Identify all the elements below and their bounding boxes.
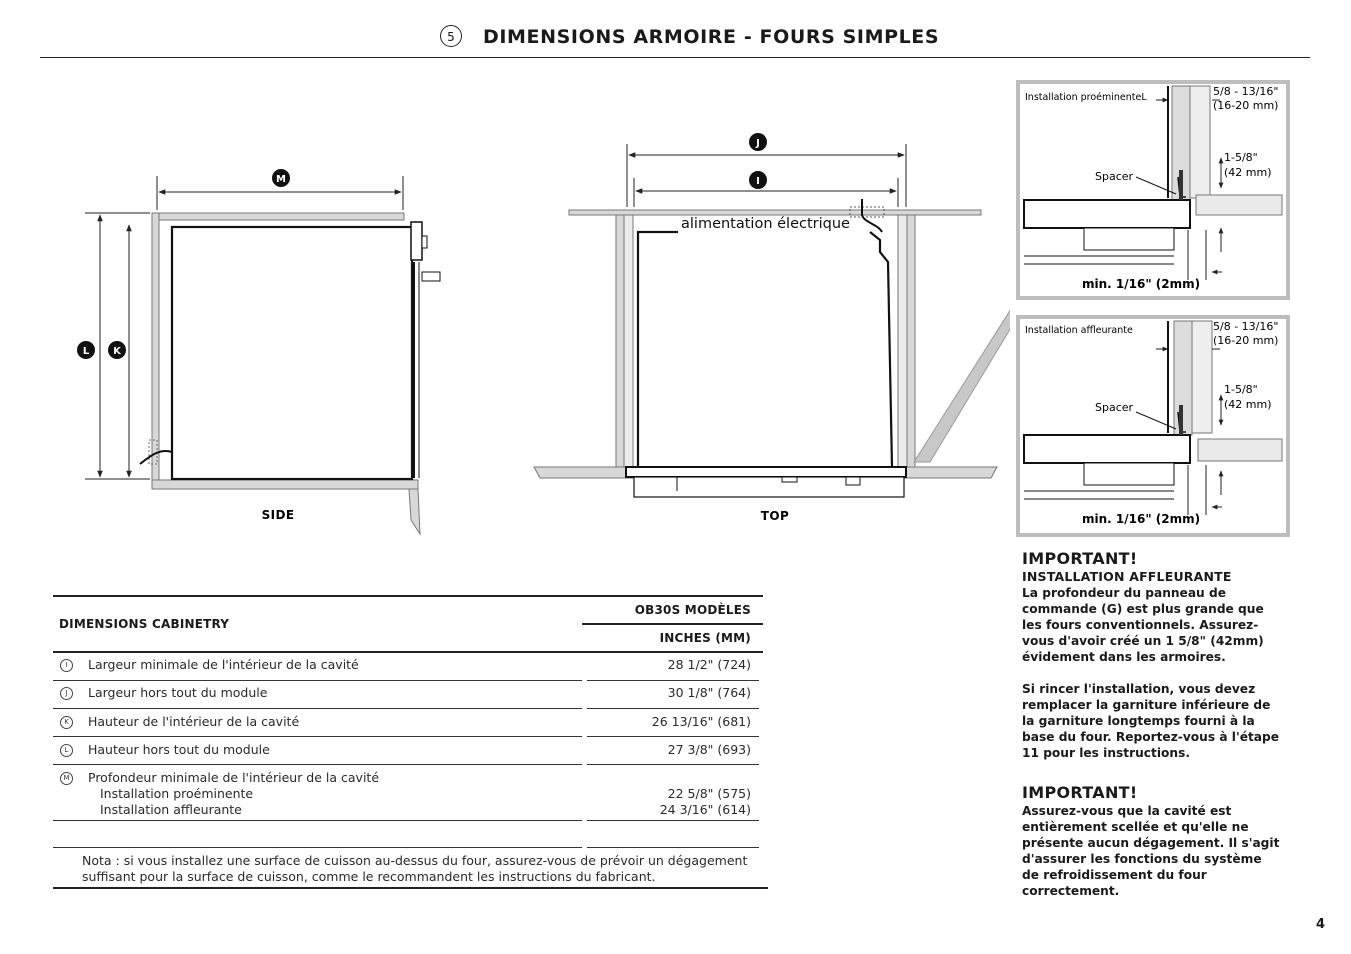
- table-heading: DIMENSIONS CABINETRY: [59, 617, 230, 631]
- table-bottom-rule: [53, 887, 768, 889]
- row-marker: M: [60, 772, 73, 785]
- row-subvalue: 22 5/8" (575): [667, 786, 751, 801]
- dim-m-label: M: [276, 174, 286, 185]
- top-view-caption: TOP: [760, 509, 790, 523]
- detail-flush-gap: 5/8 - 13/16": [1213, 320, 1279, 333]
- table-top-rule: [53, 595, 763, 597]
- row-label: Profondeur minimale de l'intérieur de la cavité: [88, 770, 380, 785]
- detail-proud-spacer: Spacer: [1095, 170, 1134, 183]
- detail-proud-gap-mm: (16-20 mm): [1213, 99, 1279, 112]
- step-number-badge: 5: [440, 25, 462, 47]
- row-divider: [53, 847, 582, 848]
- row-divider: [587, 820, 759, 821]
- row-divider: [587, 847, 759, 848]
- row-divider: [53, 708, 582, 709]
- detail-flush-depth-mm: (42 mm): [1224, 398, 1272, 411]
- row-label: Hauteur hors tout du module: [88, 742, 270, 757]
- important-paragraph: Si rincer l'installation, vous devez remplacer la garniture inférieure de la garniture longtemps fourni à la base du four. Reportez-vous à l'étape 11 pour les instructions.: [1022, 682, 1280, 760]
- row-label: Hauteur de l'intérieur de la cavité: [88, 714, 300, 729]
- row-sublabel: Installation affleurante: [100, 802, 242, 817]
- row-value: 27 3/8" (693): [667, 742, 751, 757]
- row-sublabel: Installation proéminente: [100, 786, 254, 801]
- dim-l-label: L: [82, 346, 90, 357]
- detail-proud-installation: [1016, 80, 1290, 300]
- row-label: Largeur hors tout du module: [88, 685, 268, 700]
- page-title: DIMENSIONS ARMOIRE - FOURS SIMPLES: [483, 26, 940, 48]
- important-heading: IMPORTANT!: [1022, 783, 1138, 802]
- row-value: 28 1/2" (724): [667, 657, 751, 672]
- row-divider: [53, 680, 582, 681]
- detail-proud-depth-mm: (42 mm): [1224, 166, 1272, 179]
- row-divider: [587, 680, 759, 681]
- top-view: [534, 133, 1010, 523]
- row-marker: L: [60, 744, 73, 757]
- cabinet-drawings: [0, 0, 1010, 540]
- detail-proud-gap: 5/8 - 13/16": [1213, 85, 1279, 98]
- row-value: 30 1/8" (764): [667, 685, 751, 700]
- row-value: 26 13/16" (681): [651, 714, 751, 729]
- row-divider: [587, 736, 759, 737]
- row-marker: I: [60, 659, 73, 672]
- dim-j-label: J: [756, 138, 760, 149]
- row-divider: [53, 764, 582, 765]
- important-paragraph: Assurez-vous que la cavité est entièrement scellée et qu'elle ne présente aucun dégagement. Il s'agit d'assurer les fonctions du système de refroidissement du four correctement.: [1022, 804, 1280, 898]
- row-divider: [587, 764, 759, 765]
- row-divider: [587, 708, 759, 709]
- table-header-rule: [53, 651, 763, 653]
- page-number: 4: [1316, 917, 1326, 932]
- unit-header: INCHES (MM): [659, 631, 751, 645]
- important-subheading: INSTALLATION AFFLEURANTE: [1022, 569, 1232, 584]
- important-heading: IMPORTANT!: [1022, 549, 1138, 568]
- detail-proud-title: Installation proéminenteL: [1025, 92, 1147, 103]
- table-note: Nota : si vous installez une surface de cuisson au-dessus du four, assurez-vous de prévoir un dégagement suffisant pour la surface de cuisson, comme le recommandent les instructions du fabricant.: [82, 853, 748, 884]
- important-paragraph: La profondeur du panneau de commande (G) est plus grande que les fours conventionnels. Assurez-vous d'avoir créé un 1 5/8" (42mm) évidement dans les armoires.: [1022, 586, 1264, 664]
- detail-flush-title: Installation affleurante: [1025, 325, 1133, 336]
- detail-flush-spacer: Spacer: [1095, 401, 1134, 414]
- model-header-rule: [582, 623, 763, 625]
- dim-k-label: K: [113, 346, 121, 357]
- row-divider: [53, 820, 582, 821]
- detail-flush-gap-mm: (16-20 mm): [1213, 334, 1279, 347]
- row-label: Largeur minimale de l'intérieur de la cavité: [88, 657, 359, 672]
- row-marker: J: [60, 687, 73, 700]
- row-marker: K: [60, 716, 73, 729]
- row-subvalue: 24 3/16" (614): [659, 802, 751, 817]
- detail-flush-min-gap: min. 1/16" (2mm): [1082, 512, 1201, 526]
- side-view: [77, 169, 440, 534]
- dim-i-label: I: [756, 176, 760, 187]
- detail-proud-min-gap: min. 1/16" (2mm): [1082, 277, 1201, 291]
- detail-flush-installation: [1016, 315, 1290, 537]
- model-header: OB30S MODÈLES: [634, 603, 751, 617]
- detail-proud-depth: 1-5/8": [1224, 151, 1258, 164]
- side-view-caption: SIDE: [261, 508, 295, 522]
- detail-flush-depth: 1-5/8": [1224, 383, 1258, 396]
- power-supply-callout: alimentation électrique: [681, 216, 850, 232]
- row-divider: [53, 736, 582, 737]
